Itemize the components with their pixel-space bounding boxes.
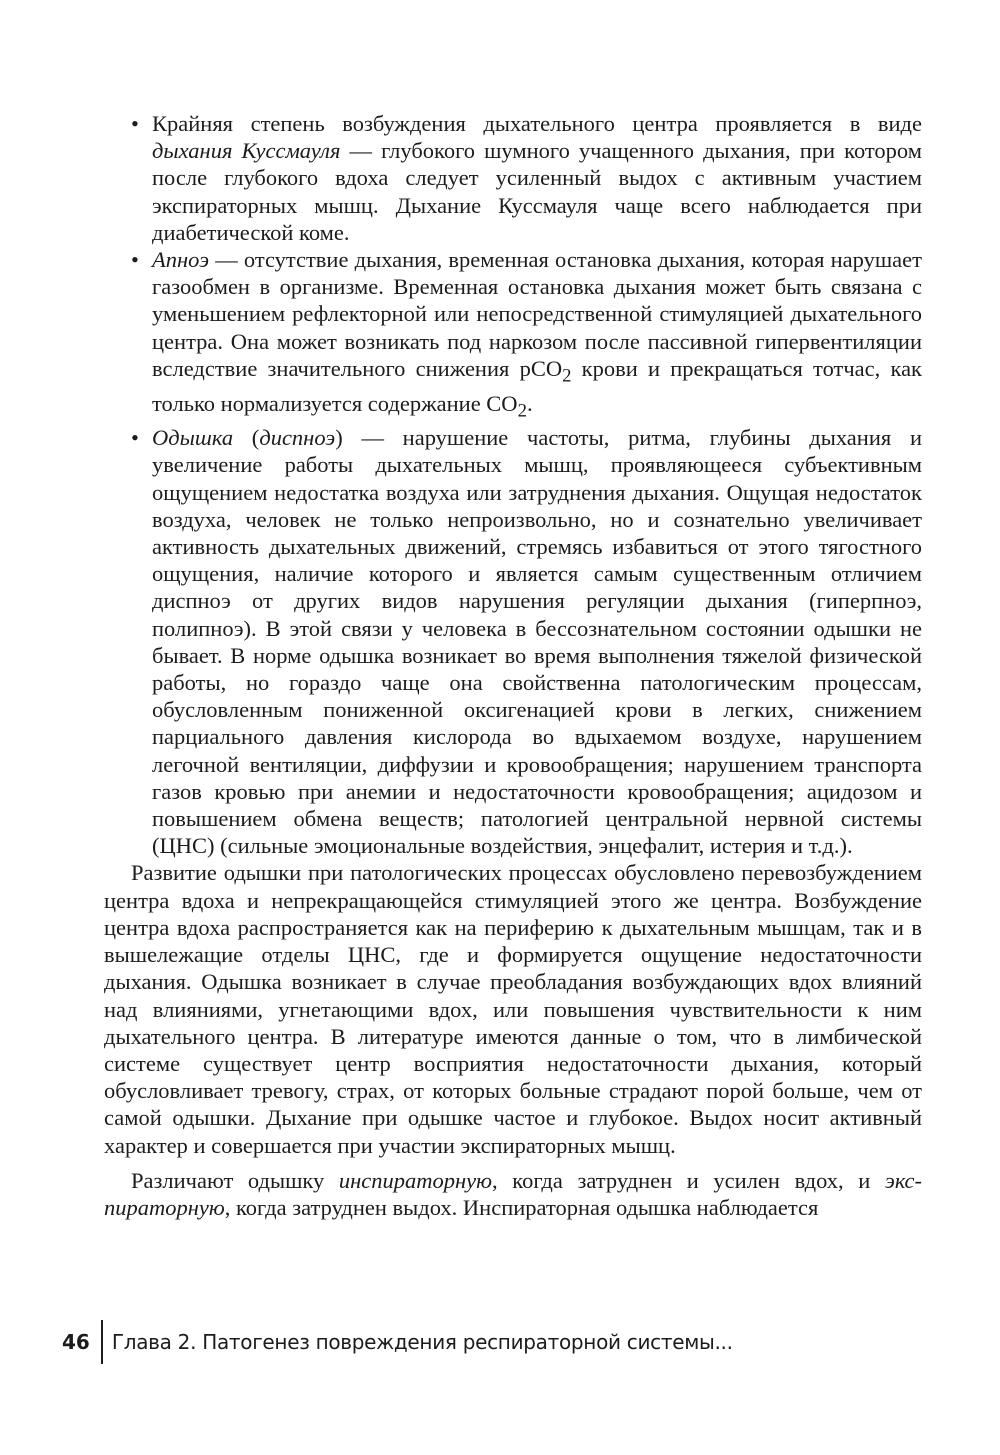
paragraph-text: [104, 860, 922, 1157]
italic-term: инспираторную: [338, 1167, 493, 1193]
chapter-title: Глава 2. Патогенез повреждения респираторной системы...: [111, 1330, 733, 1354]
italic-term: экспираторную: [104, 1167, 922, 1220]
text-run: Различают одышку: [131, 1167, 339, 1193]
paragraph-text: [104, 1168, 922, 1220]
footer-divider: [101, 1320, 103, 1364]
main-text: [104, 110, 922, 1221]
bullet-marker: •: [131, 425, 139, 451]
text-run: , когда затруднен и усилен вдох, и: [492, 1167, 885, 1193]
italic-term: дыхания Куссмауля: [152, 138, 341, 164]
subscript: 2: [517, 400, 527, 422]
text-run: — отсутствие дыхания, временная остановка дыхания, которая нарушает газообмен в организме. Временная остановка дыхания может быть связана с уменьшением рефлекторной или непосредственной стимуляцией дыхательного центра. Она может возникать под наркозом после пассивной гипервентиляции вследствие значительного снижения pCO: [152, 247, 922, 381]
bullet-text: [152, 111, 922, 245]
text-run: (: [233, 425, 260, 451]
text-run: Развитие одышки при патологических процессах обусловлено перевозбуждением центра вдоха и непрекращающейся стимуляцией этого же центра. Возбуждение центра вдоха распространяется как на периферию к дыхательным мышцам, так и в вышележащие отделы ЦНС, где и формируется ощущение недостаточности дыхания. Одышка возникает в случае преобладания возбуждающих вдох влияний над влияниями, угнетающими вдох, или повышения чувствительности к ним дыхательного центра. В литературе имеются данные о том, что в лимбической системе существует центр восприятия недостаточности дыхания, который обусловливает тревогу, страх, от которых больные страдают порой больше, чем от самой одышки. Дыхание при одышке частое и глубокое. Выдох носит активный характер и совершается при участии экспираторных мышц.: [104, 860, 922, 1158]
page-footer: [62, 1320, 733, 1364]
page-number: 46: [62, 1330, 90, 1354]
italic-term: Апноэ: [152, 247, 210, 273]
italic-term: Одышка: [152, 425, 234, 451]
bullet-marker: •: [131, 247, 139, 273]
paragraph-dyspnea-development: [104, 859, 922, 1158]
bullet-text: [152, 425, 922, 858]
text-run: ) — нарушение частоты, ритма, глубины дыхания и увеличение работы дыхательных мышц, проявляющееся субъективным ощущением недостатка воздуха или затруднения дыхания. Ощущая недостаток воздуха, человек не только непроизвольно, но и сознательно увеличивает активность дыхательных движений, стремясь избавиться от этого тягостного ощущения, наличие которого и является самым существенным отличием диспноэ от других видов нарушения регуляции дыхания (гиперпноэ, полипноэ). В этой связи у человека в бессознательном состоянии одышки не бывает. В норме одышка возникает во время выполнения тяжелой физической работы, но гораздо чаще она свойственна патологическим процессам, обусловленным пониженной оксигенацией крови в легких, снижением парциального давления кислорода во вдыхаемом воздухе, нарушением легочной вентиляции, диффузии и кровообращения; нарушением транспорта газов кровью при анемии и недостаточности кровообращения; ацидозом и повышением обмена веществ; патологией центральной нервной системы (ЦНС) (сильные эмоциональные воздействия, энцефалит, истерия и т.д.).: [152, 425, 923, 859]
text-run: крови и прекращаться тотчас, как только нормализуется содержание CO: [152, 355, 922, 416]
bullet-marker: •: [131, 111, 139, 136]
text-run: .: [526, 390, 533, 416]
text-run: , когда затруднен выдох. Инспираторная одышка наблюдается: [224, 1194, 819, 1220]
text-run: Крайняя степень возбуждения дыхательного центра проявляется в виде: [152, 111, 922, 136]
paragraph-dyspnea-types: [104, 1167, 922, 1221]
subscript: 2: [562, 365, 572, 387]
bullet-item-kussmaul: [104, 110, 922, 246]
bullet-item-dyspnea: [104, 424, 922, 859]
text-run: — глубокого шумного учащенного дыхания, при котором после глубокого вдоха следует усиленный выдох с активным участием экспираторных мышц. Дыхание Куссмауля чаще всего наблюдается при диабетической коме.: [152, 138, 922, 245]
bullet-item-apnea: [104, 246, 922, 424]
bullet-text: [152, 247, 922, 422]
bullet-list: [104, 110, 922, 859]
italic-term: диспноэ: [259, 425, 336, 451]
